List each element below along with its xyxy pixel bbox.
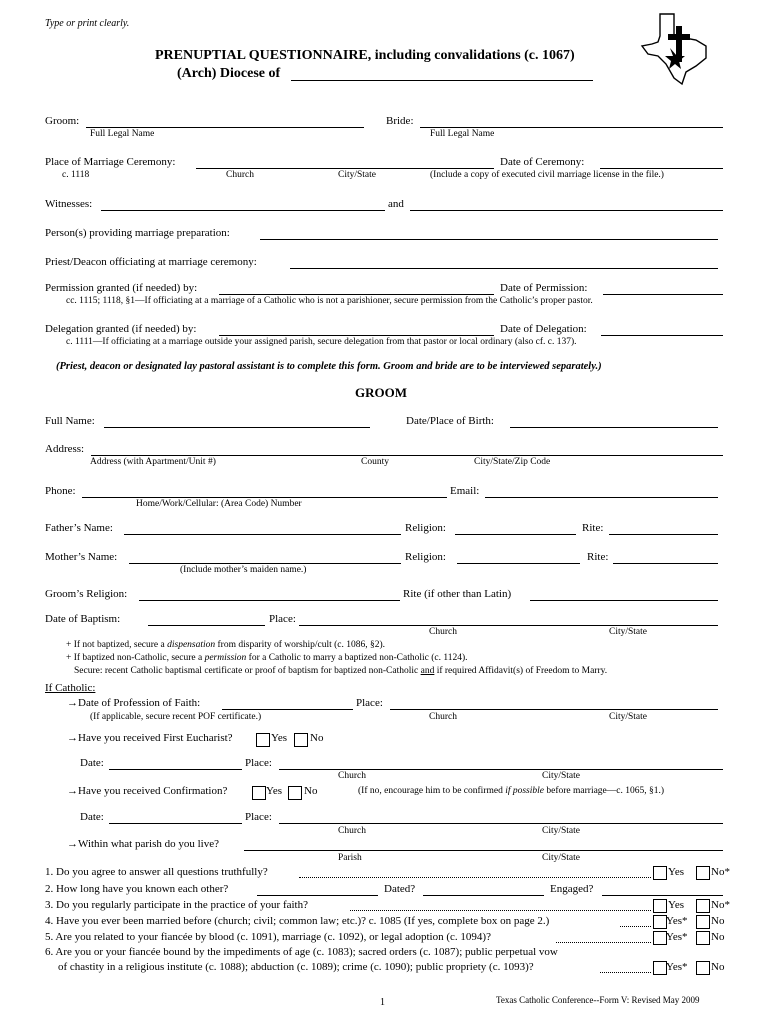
rite-other-label: Rite (if other than Latin) xyxy=(403,588,512,600)
phone-field[interactable] xyxy=(82,497,447,498)
witnesses-label: Witnesses: xyxy=(45,198,93,210)
father-rite-field[interactable] xyxy=(609,534,718,535)
date-delegation-field[interactable] xyxy=(601,335,723,336)
baptism-city-sub: City/State xyxy=(609,627,647,637)
full-name-label: Full Name: xyxy=(45,415,95,427)
form-title: PRENUPTIAL QUESTIONNAIRE, including convalidations (c. 1067) xyxy=(155,48,575,63)
eucharist-yes-label: Yes xyxy=(271,732,288,744)
phone-label: Phone: xyxy=(45,485,76,497)
grooms-religion-field[interactable] xyxy=(139,600,400,601)
pof-date-field[interactable] xyxy=(222,709,353,710)
grooms-religion-label: Groom’s Religion: xyxy=(45,588,128,600)
email-field[interactable] xyxy=(485,497,718,498)
date-permission-label: Date of Permission: xyxy=(500,282,588,294)
question-4-leader xyxy=(620,926,651,927)
prep-label: Person(s) providing marriage preparation: xyxy=(45,227,230,239)
note-not-baptized: + If not baptized, secure a dispensation from disparity of worship/cult (c. 1086, §2). xyxy=(66,640,386,650)
diocese-field[interactable] xyxy=(291,80,593,81)
place-ceremony-label: Place of Marriage Ceremony: xyxy=(45,156,176,168)
groom-name-sub: Full Legal Name xyxy=(90,129,155,139)
q1-no-checkbox[interactable] xyxy=(696,866,710,880)
father-rite-label: Rite: xyxy=(582,522,604,534)
confirmation-place-field[interactable] xyxy=(279,823,723,824)
permission-field[interactable] xyxy=(219,294,494,295)
church-sub: Church xyxy=(226,170,254,180)
confirmation-question: →Have you received Confirmation? xyxy=(67,785,228,797)
date-delegation-label: Date of Delegation: xyxy=(500,323,587,335)
full-name-field[interactable] xyxy=(104,427,370,428)
dob-field[interactable] xyxy=(510,427,718,428)
parish-question: →Within what parish do you live? xyxy=(67,838,220,850)
q4-no-label: No xyxy=(711,915,725,927)
diocese-label: (Arch) Diocese of xyxy=(177,66,281,81)
pof-label: →Date of Profession of Faith: xyxy=(67,697,201,709)
q1-yes-checkbox[interactable] xyxy=(653,866,667,880)
delegation-label: Delegation granted (if needed) by: xyxy=(45,323,197,335)
witness1-field[interactable] xyxy=(101,210,385,211)
permission-note: cc. 1115; 1118, §1—If officiating at a marriage of a Catholic who is not a parishioner, secure permission from the Catholic’s proper pastor. xyxy=(66,296,593,306)
revision-note: Texas Catholic Conference--Form V: Revised May 2009 xyxy=(496,995,700,1005)
eucharist-no-label: No xyxy=(310,732,324,744)
mother-rite-field[interactable] xyxy=(613,563,718,564)
mother-field[interactable] xyxy=(129,563,401,564)
question-5-leader xyxy=(556,942,651,943)
q1-yes-label: Yes xyxy=(668,866,685,878)
question-6-leader xyxy=(600,972,651,973)
prep-field[interactable] xyxy=(260,239,718,240)
confirmation-note: (If no, encourage him to be confirmed if possible before marriage—c. 1065, §1.) xyxy=(358,786,665,796)
date-ceremony-label: Date of Ceremony: xyxy=(500,156,585,168)
q3-no-checkbox[interactable] xyxy=(696,899,710,913)
instruction-text: Type or print clearly. xyxy=(45,18,130,29)
note-secure: Secure: recent Catholic baptismal certificate or proof of baptism for baptized non-Catholic and if required Affidavit(s) of Freedom to Marry. xyxy=(74,666,608,676)
email-label: Email: xyxy=(450,485,480,497)
eucharist-place-field[interactable] xyxy=(279,769,723,770)
groom-label: Groom: xyxy=(45,115,80,127)
question-2: 2. How long have you known each other? xyxy=(45,883,229,895)
q4-yes-label: Yes* xyxy=(666,915,688,927)
eucharist-no-checkbox[interactable] xyxy=(294,733,308,747)
eucharist-place-label: Place: xyxy=(245,757,272,769)
mother-religion-label: Religion: xyxy=(405,551,446,563)
if-catholic-label: If Catholic: xyxy=(45,682,96,694)
eucharist-question: →Have you received First Eucharist? xyxy=(67,732,233,744)
q2-dated-field[interactable] xyxy=(423,895,544,896)
mother-sub: (Include mother’s maiden name.) xyxy=(180,565,307,575)
delegation-field[interactable] xyxy=(219,335,494,336)
eucharist-city-sub: City/State xyxy=(542,771,580,781)
groom-name-field[interactable] xyxy=(86,127,364,128)
question-3-leader xyxy=(350,910,651,911)
pof-place-field[interactable] xyxy=(390,709,718,710)
note-non-catholic: + If baptized non-Catholic, secure a permission for a Catholic to marry a baptized non-Catholic (c. 1124). xyxy=(66,653,468,663)
parish-city-sub: City/State xyxy=(542,853,580,863)
confirmation-date-field[interactable] xyxy=(109,823,242,824)
confirmation-yes-checkbox[interactable] xyxy=(252,786,266,800)
confirmation-place-label: Place: xyxy=(245,811,272,823)
father-field[interactable] xyxy=(124,534,401,535)
dob-label: Date/Place of Birth: xyxy=(406,415,494,427)
baptism-date-field[interactable] xyxy=(148,625,265,626)
q2-engaged-label: Engaged? xyxy=(550,883,594,895)
bride-name-field[interactable] xyxy=(420,127,723,128)
eucharist-church-sub: Church xyxy=(338,771,366,781)
date-ceremony-field[interactable] xyxy=(600,168,723,169)
date-permission-field[interactable] xyxy=(603,294,723,295)
confirmation-no-checkbox[interactable] xyxy=(288,786,302,800)
q6-no-checkbox[interactable] xyxy=(696,961,710,975)
q5-no-checkbox[interactable] xyxy=(696,931,710,945)
place-ceremony-field[interactable] xyxy=(196,168,494,169)
q5-no-label: No xyxy=(711,931,725,943)
father-label: Father’s Name: xyxy=(45,522,113,534)
mother-rite-label: Rite: xyxy=(587,551,609,563)
pof-city-sub: City/State xyxy=(609,712,647,722)
delegation-note: c. 1111—If officiating at a marriage outside your assigned parish, secure delegation from that pastor or local ordinary (also cf. c. 137). xyxy=(66,337,577,347)
baptism-place-label: Place: xyxy=(269,613,296,625)
q3-yes-label: Yes xyxy=(668,899,685,911)
officiant-field[interactable] xyxy=(290,268,718,269)
city-zip-sub: City/State/Zip Code xyxy=(474,457,551,467)
county-sub: County xyxy=(361,457,389,467)
q4-yes-checkbox[interactable] xyxy=(653,915,667,929)
baptism-church-sub: Church xyxy=(429,627,457,637)
eucharist-date-label: Date: xyxy=(80,757,104,769)
q2-engaged-field[interactable] xyxy=(602,895,723,896)
q1-no-label: No* xyxy=(711,866,730,878)
pof-note: (If applicable, secure recent POF certificate.) xyxy=(90,712,262,722)
phone-sub: Home/Work/Cellular: (Area Code) Number xyxy=(136,499,302,509)
confirmation-date-label: Date: xyxy=(80,811,104,823)
confirmation-yes-label: Yes xyxy=(266,785,283,797)
question-1: 1. Do you agree to answer all questions truthfully? xyxy=(45,866,268,878)
baptism-label: Date of Baptism: xyxy=(45,613,121,625)
q6-yes-label: Yes* xyxy=(666,961,688,973)
baptism-place-field[interactable] xyxy=(299,625,718,626)
question-6: 6. Are you or your fiancée bound by the impediments of age (c. 1083); sacred orders (c. 1087); public perpetual vow xyxy=(45,946,558,958)
question-4: 4. Have you ever been married before (church; civil; common law; etc.)? c. 1085 (If yes, complete box on page 2.) xyxy=(45,915,550,927)
address-field[interactable] xyxy=(91,455,723,456)
confirmation-church-sub: Church xyxy=(338,826,366,836)
confirmation-city-sub: City/State xyxy=(542,826,580,836)
permission-label: Permission granted (if needed) by: xyxy=(45,282,198,294)
witness2-field[interactable] xyxy=(410,210,723,211)
page-number: 1 xyxy=(380,997,385,1008)
question-3: 3. Do you regularly participate in the practice of your faith? xyxy=(45,899,308,911)
q6-no-label: No xyxy=(711,961,725,973)
interview-note: (Priest, deacon or designated lay pastoral assistant is to complete this form. Groom and bride are to be interviewed separately.) xyxy=(56,361,602,372)
question-5: 5. Are you related to your fiancée by blood (c. 1091), marriage (c. 1092), or legal adoption (c. 1094)? xyxy=(45,931,491,943)
address-sub: Address (with Apartment/Unit #) xyxy=(90,457,216,467)
rite-other-field[interactable] xyxy=(530,600,718,601)
parish-field[interactable] xyxy=(244,850,723,851)
question-1-leader xyxy=(299,877,651,878)
father-religion-label: Religion: xyxy=(405,522,446,534)
question-6-line2: of chastity in a religious institute (c. 1088); abduction (c. 1089); crime (c. 1090); public propriety (c. 1093)? xyxy=(58,961,534,973)
mother-religion-field[interactable] xyxy=(457,563,580,564)
bride-name-sub: Full Legal Name xyxy=(430,129,495,139)
texas-cross-logo-icon xyxy=(640,12,712,86)
eucharist-yes-checkbox[interactable] xyxy=(256,733,270,747)
confirmation-no-label: No xyxy=(304,785,318,797)
address-label: Address: xyxy=(45,443,85,455)
pof-place-label: Place: xyxy=(356,697,383,709)
q5-yes-checkbox[interactable] xyxy=(653,931,667,945)
q5-yes-label: Yes* xyxy=(666,931,688,943)
father-religion-field[interactable] xyxy=(455,534,576,535)
and-label: and xyxy=(388,198,404,210)
officiant-label: Priest/Deacon officiating at marriage ceremony: xyxy=(45,256,257,268)
groom-heading: GROOM xyxy=(355,385,407,400)
pof-church-sub: Church xyxy=(429,712,457,722)
eucharist-date-field[interactable] xyxy=(109,769,242,770)
license-note: (Include a copy of executed civil marriage license in the file.) xyxy=(430,170,664,180)
bride-label: Bride: xyxy=(386,115,414,127)
q3-yes-checkbox[interactable] xyxy=(653,899,667,913)
q6-yes-checkbox[interactable] xyxy=(653,961,667,975)
q2-known-field[interactable] xyxy=(257,895,378,896)
q3-no-label: No* xyxy=(711,899,730,911)
c1118-ref: c. 1118 xyxy=(62,170,90,180)
city-state-sub: City/State xyxy=(338,170,376,180)
mother-label: Mother’s Name: xyxy=(45,551,118,563)
q2-dated-label: Dated? xyxy=(384,883,416,895)
parish-sub: Parish xyxy=(338,853,362,863)
q4-no-checkbox[interactable] xyxy=(696,915,710,929)
